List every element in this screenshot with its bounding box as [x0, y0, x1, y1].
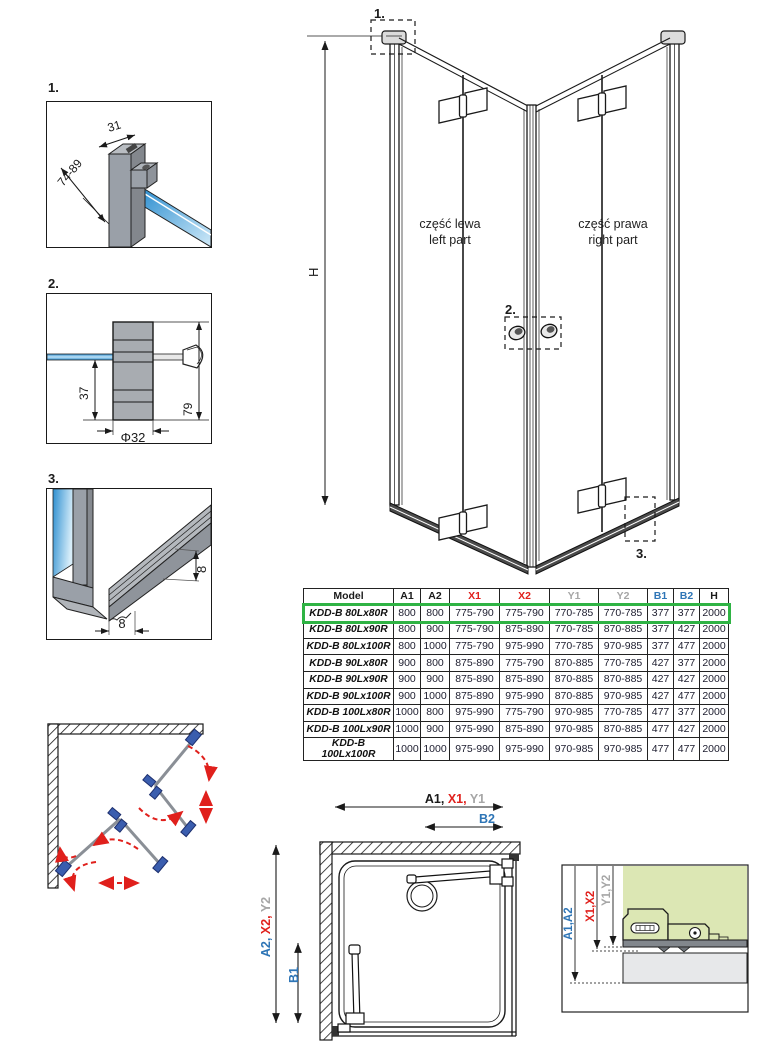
model-cell: KDD-B 100Lx100R — [304, 738, 394, 761]
base-rail — [623, 940, 747, 947]
dim-y1: Y1 — [469, 792, 486, 806]
value-cell: 2000 — [700, 688, 729, 705]
door-upper — [143, 729, 201, 837]
detail-2-box — [46, 293, 212, 444]
profile-cap-right — [661, 31, 685, 44]
value-cell: 800 — [421, 605, 450, 622]
value-cell: 427 — [674, 622, 700, 639]
section-dim-a: A1,A2 — [563, 907, 575, 940]
profile-cap-left — [382, 31, 406, 44]
value-cell: 770-785 — [550, 605, 599, 622]
value-cell: 970-985 — [550, 721, 599, 738]
value-cell: 800 — [394, 605, 421, 622]
plan-view — [253, 793, 543, 1044]
value-cell: 477 — [648, 738, 674, 761]
value-cell: 770-785 — [599, 655, 648, 672]
detail-2-drawing — [47, 294, 211, 443]
door-profile — [73, 489, 87, 585]
dim-8-width: 8 — [118, 616, 126, 631]
value-cell: 1000 — [421, 738, 450, 761]
detail-2-label: 2. — [48, 276, 59, 291]
value-cell: 870-885 — [599, 671, 648, 688]
callout-3-label: 3. — [636, 546, 647, 561]
table-row — [304, 738, 729, 761]
value-cell: 875-890 — [450, 688, 500, 705]
table-row — [304, 688, 729, 705]
value-cell: 875-890 — [500, 671, 550, 688]
section-dim-y: Y1,Y2 — [601, 874, 613, 906]
wall-top — [48, 724, 203, 734]
dim-79: 79 — [181, 402, 195, 416]
value-cell: 427 — [648, 655, 674, 672]
plan-dim-b1: B1 — [287, 967, 301, 983]
col-header-b1: B1 — [648, 589, 674, 606]
value-cell: 870-885 — [599, 721, 648, 738]
col-header-model: Model — [304, 589, 394, 606]
plan-dim-top — [375, 792, 535, 806]
dim-phi32: Φ32 — [120, 430, 146, 443]
dim-8-height: 8 — [194, 565, 209, 573]
value-cell: 800 — [421, 705, 450, 722]
callout-2-label: 2. — [505, 302, 516, 317]
value-cell: 377 — [648, 638, 674, 655]
dim-y2: Y2 — [259, 896, 273, 913]
value-cell: 970-985 — [550, 738, 599, 761]
value-cell: 775-790 — [450, 605, 500, 622]
right-part-label — [548, 216, 678, 248]
value-cell: 427 — [648, 688, 674, 705]
model-cell: KDD-B 90Lx100R — [304, 688, 394, 705]
profile-front-face — [109, 154, 131, 247]
dim-74-89: 74-89 — [54, 156, 86, 189]
value-cell: 427 — [674, 671, 700, 688]
left-part-en: left part — [429, 233, 471, 247]
corner-post — [527, 105, 536, 567]
fold-diagram-svg — [38, 716, 228, 896]
detail-3-drawing — [47, 489, 211, 639]
left-part-pl: część lewa — [419, 217, 481, 231]
dim-x1: X1, — [447, 792, 470, 806]
col-header-a2: A2 — [421, 589, 450, 606]
dim-a2: A2, — [259, 934, 273, 958]
value-cell: 775-790 — [500, 655, 550, 672]
value-cell: 770-785 — [599, 605, 648, 622]
detail-3-label: 3. — [48, 471, 59, 486]
value-cell: 800 — [394, 638, 421, 655]
wall-left — [48, 724, 58, 888]
value-cell: 900 — [421, 622, 450, 639]
col-header-y1: Y1 — [550, 589, 599, 606]
dim-37: 37 — [77, 386, 91, 400]
table-row — [304, 705, 729, 722]
spec-table — [303, 588, 729, 761]
tray-edge — [623, 953, 747, 983]
value-cell: 775-790 — [450, 622, 500, 639]
glass-pane — [143, 188, 211, 247]
knob-right — [539, 322, 558, 339]
value-cell: 970-985 — [550, 705, 599, 722]
value-cell: 875-890 — [500, 622, 550, 639]
model-cell: KDD-B 80Lx90R — [304, 622, 394, 639]
model-cell: KDD-B 90Lx80R — [304, 655, 394, 672]
value-cell: 900 — [421, 671, 450, 688]
shower-tray — [339, 861, 505, 1027]
wall-top — [320, 842, 520, 854]
section-detail — [558, 860, 750, 1015]
value-cell: 900 — [394, 655, 421, 672]
value-cell: 2000 — [700, 655, 729, 672]
table-row — [304, 671, 729, 688]
main-drawing-svg — [295, 5, 775, 580]
value-cell: 975-990 — [500, 688, 550, 705]
value-cell: 1000 — [421, 688, 450, 705]
value-cell: 970-985 — [599, 688, 648, 705]
value-cell: 775-790 — [500, 705, 550, 722]
value-cell: 427 — [674, 721, 700, 738]
value-cell: 477 — [674, 688, 700, 705]
detail-3-box — [46, 488, 212, 640]
table-row-highlighted — [304, 605, 729, 622]
glass-pane — [47, 354, 113, 360]
col-header-b2: B2 — [674, 589, 700, 606]
main-drawing — [295, 5, 775, 580]
dim-a1: A1, — [424, 792, 448, 806]
col-header-y2: Y2 — [599, 589, 648, 606]
door-lower — [55, 808, 167, 877]
value-cell: 870-885 — [550, 671, 599, 688]
plan-view-svg — [253, 793, 543, 1044]
value-cell: 377 — [648, 622, 674, 639]
value-cell: 477 — [648, 721, 674, 738]
plan-dim-b2: B2 — [479, 812, 495, 826]
value-cell: 870-885 — [550, 688, 599, 705]
dim-31: 31 — [105, 117, 123, 135]
table-row — [304, 655, 729, 672]
value-cell: 875-890 — [450, 671, 500, 688]
value-cell: 775-790 — [450, 638, 500, 655]
detail-1-box — [46, 101, 212, 248]
motion-arrows — [60, 746, 209, 890]
value-cell: 1000 — [394, 721, 421, 738]
section-dim-x: X1,X2 — [585, 890, 597, 922]
detail-1-drawing — [47, 102, 211, 247]
dim-h: H — [306, 267, 321, 277]
col-header-x2: X2 — [500, 589, 550, 606]
value-cell: 770-785 — [599, 705, 648, 722]
value-cell: 975-990 — [450, 738, 500, 761]
value-cell: 377 — [674, 605, 700, 622]
value-cell: 800 — [394, 622, 421, 639]
fold-diagram — [38, 716, 228, 896]
value-cell: 870-885 — [550, 655, 599, 672]
knob-body — [113, 322, 153, 420]
value-cell: 800 — [421, 655, 450, 672]
detail-1-label: 1. — [48, 80, 59, 95]
value-cell: 2000 — [700, 638, 729, 655]
wall-left — [320, 842, 332, 1040]
callout-1-label: 1. — [374, 6, 385, 21]
value-cell: 1000 — [394, 738, 421, 761]
value-cell: 770-785 — [550, 638, 599, 655]
table-row — [304, 638, 729, 655]
value-cell: 975-990 — [500, 638, 550, 655]
model-cell: KDD-B 80Lx100R — [304, 638, 394, 655]
value-cell: 2000 — [700, 671, 729, 688]
left-part-label — [385, 216, 515, 248]
value-cell: 770-785 — [550, 622, 599, 639]
spec-table-head-row — [304, 589, 729, 606]
glass-pane — [53, 489, 73, 577]
model-cell: KDD-B 100Lx80R — [304, 705, 394, 722]
table-row — [304, 622, 729, 639]
value-cell: 870-885 — [599, 622, 648, 639]
value-cell: 377 — [648, 605, 674, 622]
value-cell: 2000 — [700, 705, 729, 722]
value-cell: 970-985 — [599, 738, 648, 761]
dim-x2: X2, — [259, 912, 273, 935]
value-cell: 477 — [674, 738, 700, 761]
value-cell: 477 — [674, 638, 700, 655]
section-detail-svg — [558, 860, 750, 1015]
model-cell: KDD-B 80Lx80R — [304, 605, 394, 622]
plan-dim-left — [259, 867, 273, 987]
value-cell: 477 — [648, 705, 674, 722]
right-part-en: right part — [588, 233, 638, 247]
value-cell: 900 — [394, 688, 421, 705]
profile-side-face — [131, 144, 145, 247]
right-part-pl: część prawa — [578, 217, 648, 231]
value-cell: 377 — [674, 705, 700, 722]
value-cell: 427 — [648, 671, 674, 688]
value-cell: 875-890 — [500, 721, 550, 738]
col-header-a1: A1 — [394, 589, 421, 606]
hinge-elbow — [143, 775, 156, 787]
model-cell: KDD-B 90Lx90R — [304, 671, 394, 688]
value-cell: 975-990 — [450, 721, 500, 738]
col-header-x1: X1 — [450, 589, 500, 606]
value-cell: 975-990 — [450, 705, 500, 722]
value-cell: 2000 — [700, 622, 729, 639]
col-header-h: H — [700, 589, 729, 606]
value-cell: 900 — [421, 721, 450, 738]
value-cell: 1000 — [421, 638, 450, 655]
value-cell: 2000 — [700, 738, 729, 761]
table-row — [304, 721, 729, 738]
value-cell: 775-790 — [500, 605, 550, 622]
spec-table-body — [304, 605, 729, 761]
value-cell: 900 — [394, 671, 421, 688]
value-cell: 970-985 — [599, 638, 648, 655]
model-cell: KDD-B 100Lx90R — [304, 721, 394, 738]
value-cell: 2000 — [700, 605, 729, 622]
value-cell: 875-890 — [450, 655, 500, 672]
value-cell: 2000 — [700, 721, 729, 738]
value-cell: 1000 — [394, 705, 421, 722]
value-cell: 975-990 — [500, 738, 550, 761]
value-cell: 377 — [674, 655, 700, 672]
